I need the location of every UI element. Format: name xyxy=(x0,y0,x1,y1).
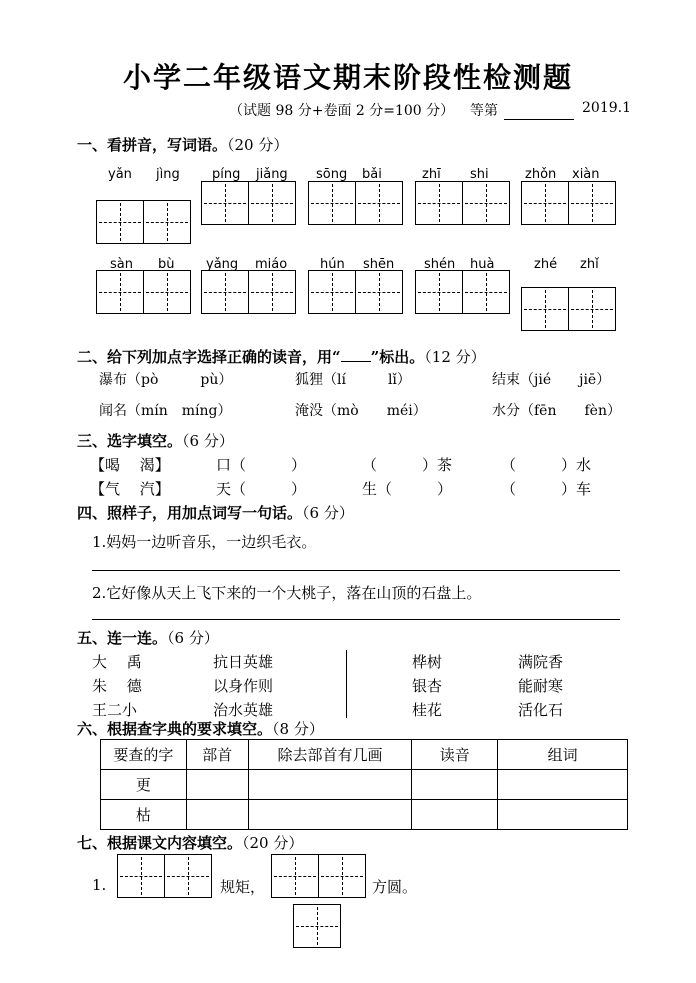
section-5-heading: 五、连一连。（6 分） xyxy=(77,629,219,647)
pinyin: sàn xyxy=(110,257,133,272)
pinyin: yǎng xyxy=(206,257,239,272)
tian-grid-box[interactable] xyxy=(521,287,616,331)
pinyin: zhǒn xyxy=(525,167,557,182)
tian-grid-box[interactable] xyxy=(201,181,296,225)
pinyin: shén xyxy=(424,257,456,272)
section-1-heading: 一、看拼音，写词语。（20 分） xyxy=(77,136,289,154)
pinyin: hún xyxy=(320,257,345,272)
reading-choice[interactable]: 水分（fēn fèn） xyxy=(492,403,621,419)
column-header: 读音 xyxy=(412,740,498,770)
grade-blank[interactable] xyxy=(504,105,574,120)
match-item[interactable]: 抗日英雄 xyxy=(213,653,274,671)
match-item[interactable]: 银杏 xyxy=(412,677,443,695)
section-6-heading: 六、根据查字典的要求填空。（8 分） xyxy=(77,720,324,738)
column-header: 组词 xyxy=(498,740,628,770)
reading-choice[interactable]: 瀑布（pò pù） xyxy=(99,372,233,388)
pinyin: zhé xyxy=(534,257,558,272)
fill-blank[interactable]: （ ）茶 xyxy=(362,456,453,474)
tian-grid-box[interactable] xyxy=(308,181,403,225)
table-row xyxy=(101,800,628,830)
pinyin: miáo xyxy=(255,257,288,272)
answer-line[interactable] xyxy=(92,619,620,620)
pinyin: shi xyxy=(470,167,489,182)
tian-grid-box[interactable] xyxy=(293,904,341,948)
match-item[interactable]: 王二小 xyxy=(92,701,138,719)
fill-blank[interactable]: （ ）水 xyxy=(501,456,592,474)
section-4-heading: 四、照样子，用加点词写一句话。（6 分） xyxy=(77,504,354,522)
char-pair: 【喝 渴】 xyxy=(90,456,170,474)
tian-grid-box[interactable] xyxy=(271,854,366,898)
pinyin: jìng xyxy=(156,167,180,182)
tian-grid-box[interactable] xyxy=(117,854,212,898)
grade-field xyxy=(470,100,580,120)
section-7-heading: 七、根据课文内容填空。（20 分） xyxy=(77,834,304,852)
answer-cell[interactable] xyxy=(498,800,628,830)
pinyin: shēn xyxy=(363,257,395,272)
pinyin: píng xyxy=(212,167,241,182)
tian-grid-box[interactable] xyxy=(415,270,510,314)
exam-date: 2019.1 xyxy=(582,100,631,116)
fill-blank[interactable]: 生（ ） xyxy=(362,480,453,498)
divider xyxy=(346,650,347,718)
fill-blank[interactable]: （ ）车 xyxy=(501,480,592,498)
question-number: 1. xyxy=(92,876,107,894)
reading-choice[interactable]: 狐狸（lí lǐ） xyxy=(295,372,411,388)
section-2-heading: 二、给下列加点字选择正确的读音，用“ ”标出。（12 分） xyxy=(77,348,486,366)
reading-choice[interactable]: 淹没（mò méi） xyxy=(295,403,427,419)
grade-label: 等第 xyxy=(470,103,498,119)
column-header: 除去部首有几画 xyxy=(248,740,412,770)
match-item[interactable]: 以身作则 xyxy=(213,677,274,695)
pinyin: bǎi xyxy=(362,167,382,182)
answer-cell[interactable] xyxy=(248,800,412,830)
answer-cell[interactable] xyxy=(412,770,498,800)
pinyin: zhǐ xyxy=(580,257,599,272)
page-title: 小学二年级语文期末阶段性检测题 xyxy=(122,61,573,94)
match-item[interactable]: 活化石 xyxy=(518,701,564,719)
lookup-char: 更 xyxy=(101,770,187,800)
answer-cell[interactable] xyxy=(248,770,412,800)
match-item[interactable]: 能耐寒 xyxy=(518,677,564,695)
char-pair: 【气 汽】 xyxy=(90,480,170,498)
dictionary-table xyxy=(100,739,628,830)
match-item[interactable]: 满院香 xyxy=(518,653,564,671)
sample-sentence: 2.它好像从天上飞下来的一个大桃子，落在山顶的石盘上。 xyxy=(92,584,482,602)
pinyin: huà xyxy=(470,257,495,272)
fill-text: 方圆。 xyxy=(372,878,418,896)
tian-grid-box[interactable] xyxy=(201,270,296,314)
answer-cell[interactable] xyxy=(186,800,248,830)
tian-grid-box[interactable] xyxy=(96,270,191,314)
answer-cell[interactable] xyxy=(498,770,628,800)
score-note: （试题 98 分+卷面 2 分=100 分） xyxy=(229,103,455,119)
reading-choice[interactable]: 闻名（mín míng） xyxy=(99,403,232,419)
answer-cell[interactable] xyxy=(412,800,498,830)
table-row xyxy=(101,770,628,800)
answer-cell[interactable] xyxy=(186,770,248,800)
fill-blank[interactable]: 天（ ） xyxy=(216,480,307,498)
pinyin: yǎn xyxy=(108,167,132,182)
match-item[interactable]: 朱 德 xyxy=(92,677,142,695)
pinyin: zhī xyxy=(422,167,441,182)
tian-grid-box[interactable] xyxy=(521,181,616,225)
pinyin: jiǎng xyxy=(256,167,288,182)
match-item[interactable]: 大 禹 xyxy=(92,653,142,671)
fill-text: 规矩， xyxy=(220,878,266,896)
table-header-row xyxy=(101,740,628,770)
reading-choice[interactable]: 结束（jié jiē） xyxy=(492,372,611,388)
pinyin: xiàn xyxy=(572,167,600,182)
column-header: 要查的字 xyxy=(101,740,187,770)
section-3-heading: 三、选字填空。（6 分） xyxy=(77,432,234,450)
answer-line[interactable] xyxy=(92,570,620,571)
tian-grid-box[interactable] xyxy=(96,200,191,244)
match-item[interactable]: 桦树 xyxy=(412,653,443,671)
sample-sentence: 1.妈妈一边听音乐，一边织毛衣。 xyxy=(92,533,317,551)
fill-blank[interactable]: 口（ ） xyxy=(216,456,307,474)
lookup-char: 枯 xyxy=(101,800,187,830)
pinyin: bù xyxy=(158,257,175,272)
match-item[interactable]: 治水英雄 xyxy=(213,701,274,719)
pinyin: sōng xyxy=(316,167,348,182)
tian-grid-box[interactable] xyxy=(308,270,403,314)
tian-grid-box[interactable] xyxy=(415,181,510,225)
match-item[interactable]: 桂花 xyxy=(412,701,443,719)
column-header: 部首 xyxy=(186,740,248,770)
